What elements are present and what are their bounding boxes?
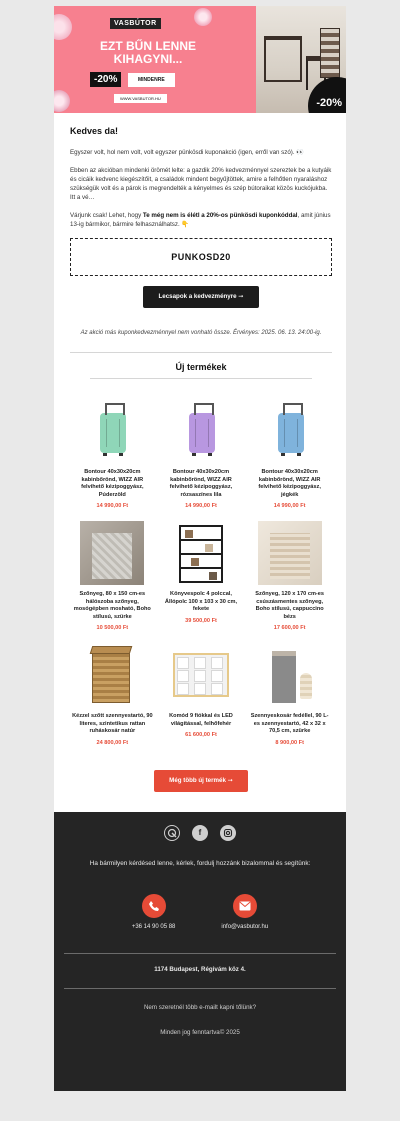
product-price: 10 500,00 Ft: [96, 625, 129, 631]
banner-url: WWW.VASBUTOR.HU: [114, 94, 167, 103]
intro-paragraph: Egyszer volt, hol nem volt, volt egyszer pünkösdi kuponakció (igen, erről van szó). 👀: [70, 149, 304, 156]
product-price: 14 990,00 Ft: [96, 503, 129, 509]
product-card[interactable]: [247, 643, 332, 748]
product-card[interactable]: [247, 521, 332, 633]
product-image[interactable]: [258, 643, 322, 707]
product-price: 61 600,00 Ft: [185, 732, 217, 738]
product-name[interactable]: Szőnyeg, 120 x 170 cm-es csúszásmentes szőnyeg, Boho stílusú, cappuccino bézs: [255, 591, 325, 620]
product-card[interactable]: [159, 399, 244, 511]
flower-decoration: [194, 8, 212, 26]
product-grid: [70, 379, 332, 748]
more-products-button[interactable]: Még több új termék ➞: [154, 770, 248, 792]
product-name[interactable]: Kézzel szőtt szennyestartó, 90 literes, szintetikus rattan ruháskosár natúr: [72, 713, 153, 734]
product-card[interactable]: [159, 643, 244, 748]
coupon-code-box[interactable]: PUNKOSD20: [70, 238, 332, 276]
product-image[interactable]: [169, 643, 233, 707]
story-paragraph: Ebben az akcióban mindenki örömét lelte: a gazdik 20% kedvezménnyel szereztek be a kutyáik és cicáik kedvenc kiegészítőit, a családok mindent begyűjtöttek, amire a felhőtlen nyaraláshoz szükségük volt és a párok is megrendelték a kényelmes és szép bútoraikat közös kuckójukba. Itt a vé…: [70, 167, 332, 201]
flower-decoration: [54, 90, 70, 112]
product-card[interactable]: [70, 521, 155, 633]
coupon-paragraph: Várjunk csak! Lehet, hogy Te még nem is élétl a 20%-os pünkösdi kuponkóddal, amit június 13-ig bármikor, bármire felhasználhatsz. 👇: [70, 212, 331, 228]
product-name[interactable]: Szőnyeg, 80 x 150 cm-es hálószoba szőnyeg, mosógépben mosható, Boho stílusú, szürke: [73, 591, 151, 620]
product-image[interactable]: [258, 521, 322, 585]
email-container: [54, 6, 346, 1091]
website-icon[interactable]: [164, 825, 180, 841]
phone-icon[interactable]: [142, 894, 166, 918]
banner-minimum: MINDENRE: [128, 73, 175, 87]
product-price: 14 990,00 Ft: [185, 503, 217, 509]
section-divider: [70, 352, 332, 353]
phone-number[interactable]: +36 14 90 05 88: [131, 923, 176, 930]
product-name[interactable]: Bontour 40x30x20cm kabinbőrönd, WIZZ AIR felvihető kézipoggyász, jégkék: [258, 469, 321, 498]
phone-contact[interactable]: [132, 894, 176, 930]
footer-divider: [64, 953, 336, 954]
product-price: 39 500,00 Ft: [185, 617, 217, 624]
validity-note: Az akció más kuponkedvezménnyel nem vonható össze. Érvényes: 2025. 06. 13. 24:00-ig.: [80, 330, 322, 336]
promo-banner[interactable]: [54, 6, 346, 113]
product-image[interactable]: [169, 521, 233, 585]
product-name[interactable]: Bontour 40x30x20cm kabinbőrönd, WIZZ AIR felvihető kézipoggyász, Púderzöld: [81, 469, 144, 498]
product-name[interactable]: Könyvespolc 4 polccal, Állópolc 100 x 103 x 30 cm, fekete: [164, 591, 238, 612]
corner-discount: -20%: [316, 97, 342, 109]
product-name[interactable]: Komód 9 fiókkal és LED világítással, felhőfehér: [169, 713, 233, 727]
flower-decoration: [54, 14, 72, 40]
email-contact[interactable]: [221, 894, 268, 930]
product-name[interactable]: Bontour 40x30x20cm kabinbőrönd, WIZZ AIR felvihető kézipoggyász, rózsaszínes lila: [169, 469, 233, 498]
product-price: 8 900,00 Ft: [275, 739, 304, 746]
product-price: 24 800,00 Ft: [96, 739, 129, 746]
product-card[interactable]: [70, 643, 155, 748]
product-image[interactable]: [80, 521, 144, 585]
product-price: 17 600,00 Ft: [273, 625, 306, 631]
banner-headline: EZT BŰN LENNE KIHAGYNI...: [100, 39, 196, 66]
social-links: [54, 825, 346, 841]
product-name[interactable]: Szennyeskosár fedéllel, 90 L-es szennyestartó, 42 x 32 x 70,5 cm, szürke: [250, 713, 329, 734]
product-image[interactable]: [80, 399, 144, 463]
footer-divider: [64, 988, 336, 989]
product-image[interactable]: [80, 643, 144, 707]
product-image[interactable]: [169, 399, 233, 463]
email-body: [54, 113, 346, 792]
claim-discount-button[interactable]: Lecsapok a kedvezményre ➞: [143, 286, 259, 308]
email-address[interactable]: info@vasbutor.hu: [221, 923, 269, 930]
footer: [54, 812, 346, 1091]
support-text: Ha bármilyen kérdésed lenne, kérlek, fordulj hozzánk bizalommal és segítünk:: [89, 859, 311, 867]
facebook-icon[interactable]: f: [192, 825, 208, 841]
product-card[interactable]: [159, 521, 244, 633]
product-card[interactable]: [70, 399, 155, 511]
product-card[interactable]: [247, 399, 332, 511]
mail-icon[interactable]: [233, 894, 257, 918]
greeting: Kedves da!: [70, 126, 119, 136]
new-products-title: Új termékek: [175, 362, 227, 372]
contact-row: [54, 894, 346, 930]
copyright: Minden jog fenntartva© 2025: [160, 1028, 240, 1036]
unsubscribe-link[interactable]: Nem szeretnél több e-mailt kapni tőlünk?: [143, 1003, 257, 1011]
product-price: 14 990,00 Ft: [273, 503, 306, 509]
product-image[interactable]: [258, 399, 322, 463]
instagram-icon[interactable]: [220, 825, 236, 841]
banner-discount: -20%: [90, 72, 121, 87]
company-address: 1174 Budapest, Régivám köz 4.: [154, 965, 246, 973]
brand-logo: VASBÚTOR: [110, 18, 161, 29]
